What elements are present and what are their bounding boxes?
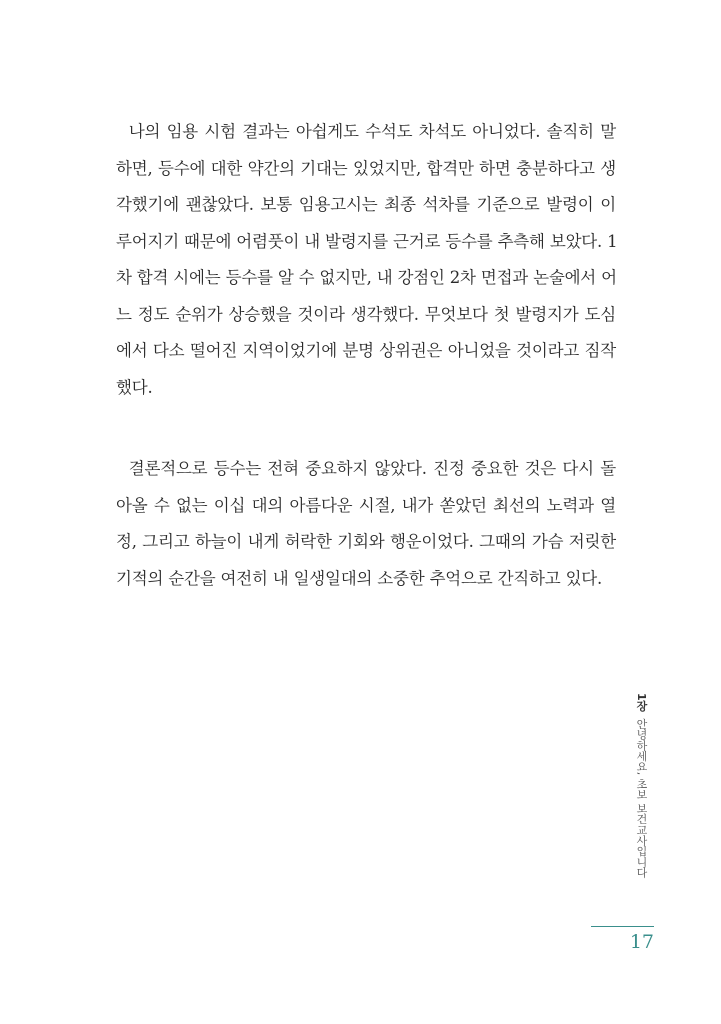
text-line: 아올 수 없는 이십 대의 아름다운 시절, 내가 쏟았던 최선의 노력과 열 bbox=[116, 495, 616, 515]
text-line: 했다. bbox=[116, 377, 153, 397]
text-line: 하면, 등수에 대한 약간의 기대는 있었지만, 합격만 하면 충분하다고 생 bbox=[116, 158, 616, 178]
paragraph-spacer bbox=[116, 406, 616, 451]
paragraph-2 bbox=[116, 451, 616, 597]
page-number-rule bbox=[591, 926, 654, 927]
paragraph-1 bbox=[116, 114, 616, 406]
text-line: 정, 그리고 하늘이 내게 허락한 기회와 행운이었다. 그때의 가슴 저릿한 bbox=[116, 532, 616, 551]
running-header bbox=[633, 693, 649, 878]
text-line: 나의 임용 시험 결과는 아쉽게도 수석도 차석도 아니었다. 솔직히 말 bbox=[116, 122, 616, 141]
text-line: 루어지기 때문에 어렴풋이 내 발령지를 근거로 등수를 추측해 보았다. 1 bbox=[116, 231, 618, 251]
page-number: 17 bbox=[629, 931, 654, 953]
text-line: 차 합격 시에는 등수를 알 수 없지만, 내 강점인 2차 면접과 논술에서 어 bbox=[116, 268, 617, 287]
text-line: 결론적으로 등수는 전혀 중요하지 않았다. 진정 중요한 것은 다시 돌 bbox=[116, 459, 616, 478]
chapter-label: 1장 bbox=[635, 693, 648, 712]
text-line: 느 정도 순위가 상승했을 것이라 생각했다. 무엇보다 첫 발령지가 도심 bbox=[116, 304, 616, 324]
text-line: 각했기에 괜찮았다. 보통 임용고시는 최종 석차를 기준으로 발령이 이 bbox=[116, 195, 616, 214]
text-line: 기적의 순간을 여전히 내 일생일대의 소중한 추억으로 간직하고 있다. bbox=[116, 568, 603, 588]
body-text bbox=[116, 114, 616, 597]
text-line: 에서 다소 떨어진 지역이었기에 분명 상위권은 아니었을 것이라고 짐작 bbox=[116, 341, 616, 360]
book-title: 안녕하세요, 초보 보건교사입니다 bbox=[635, 718, 648, 878]
